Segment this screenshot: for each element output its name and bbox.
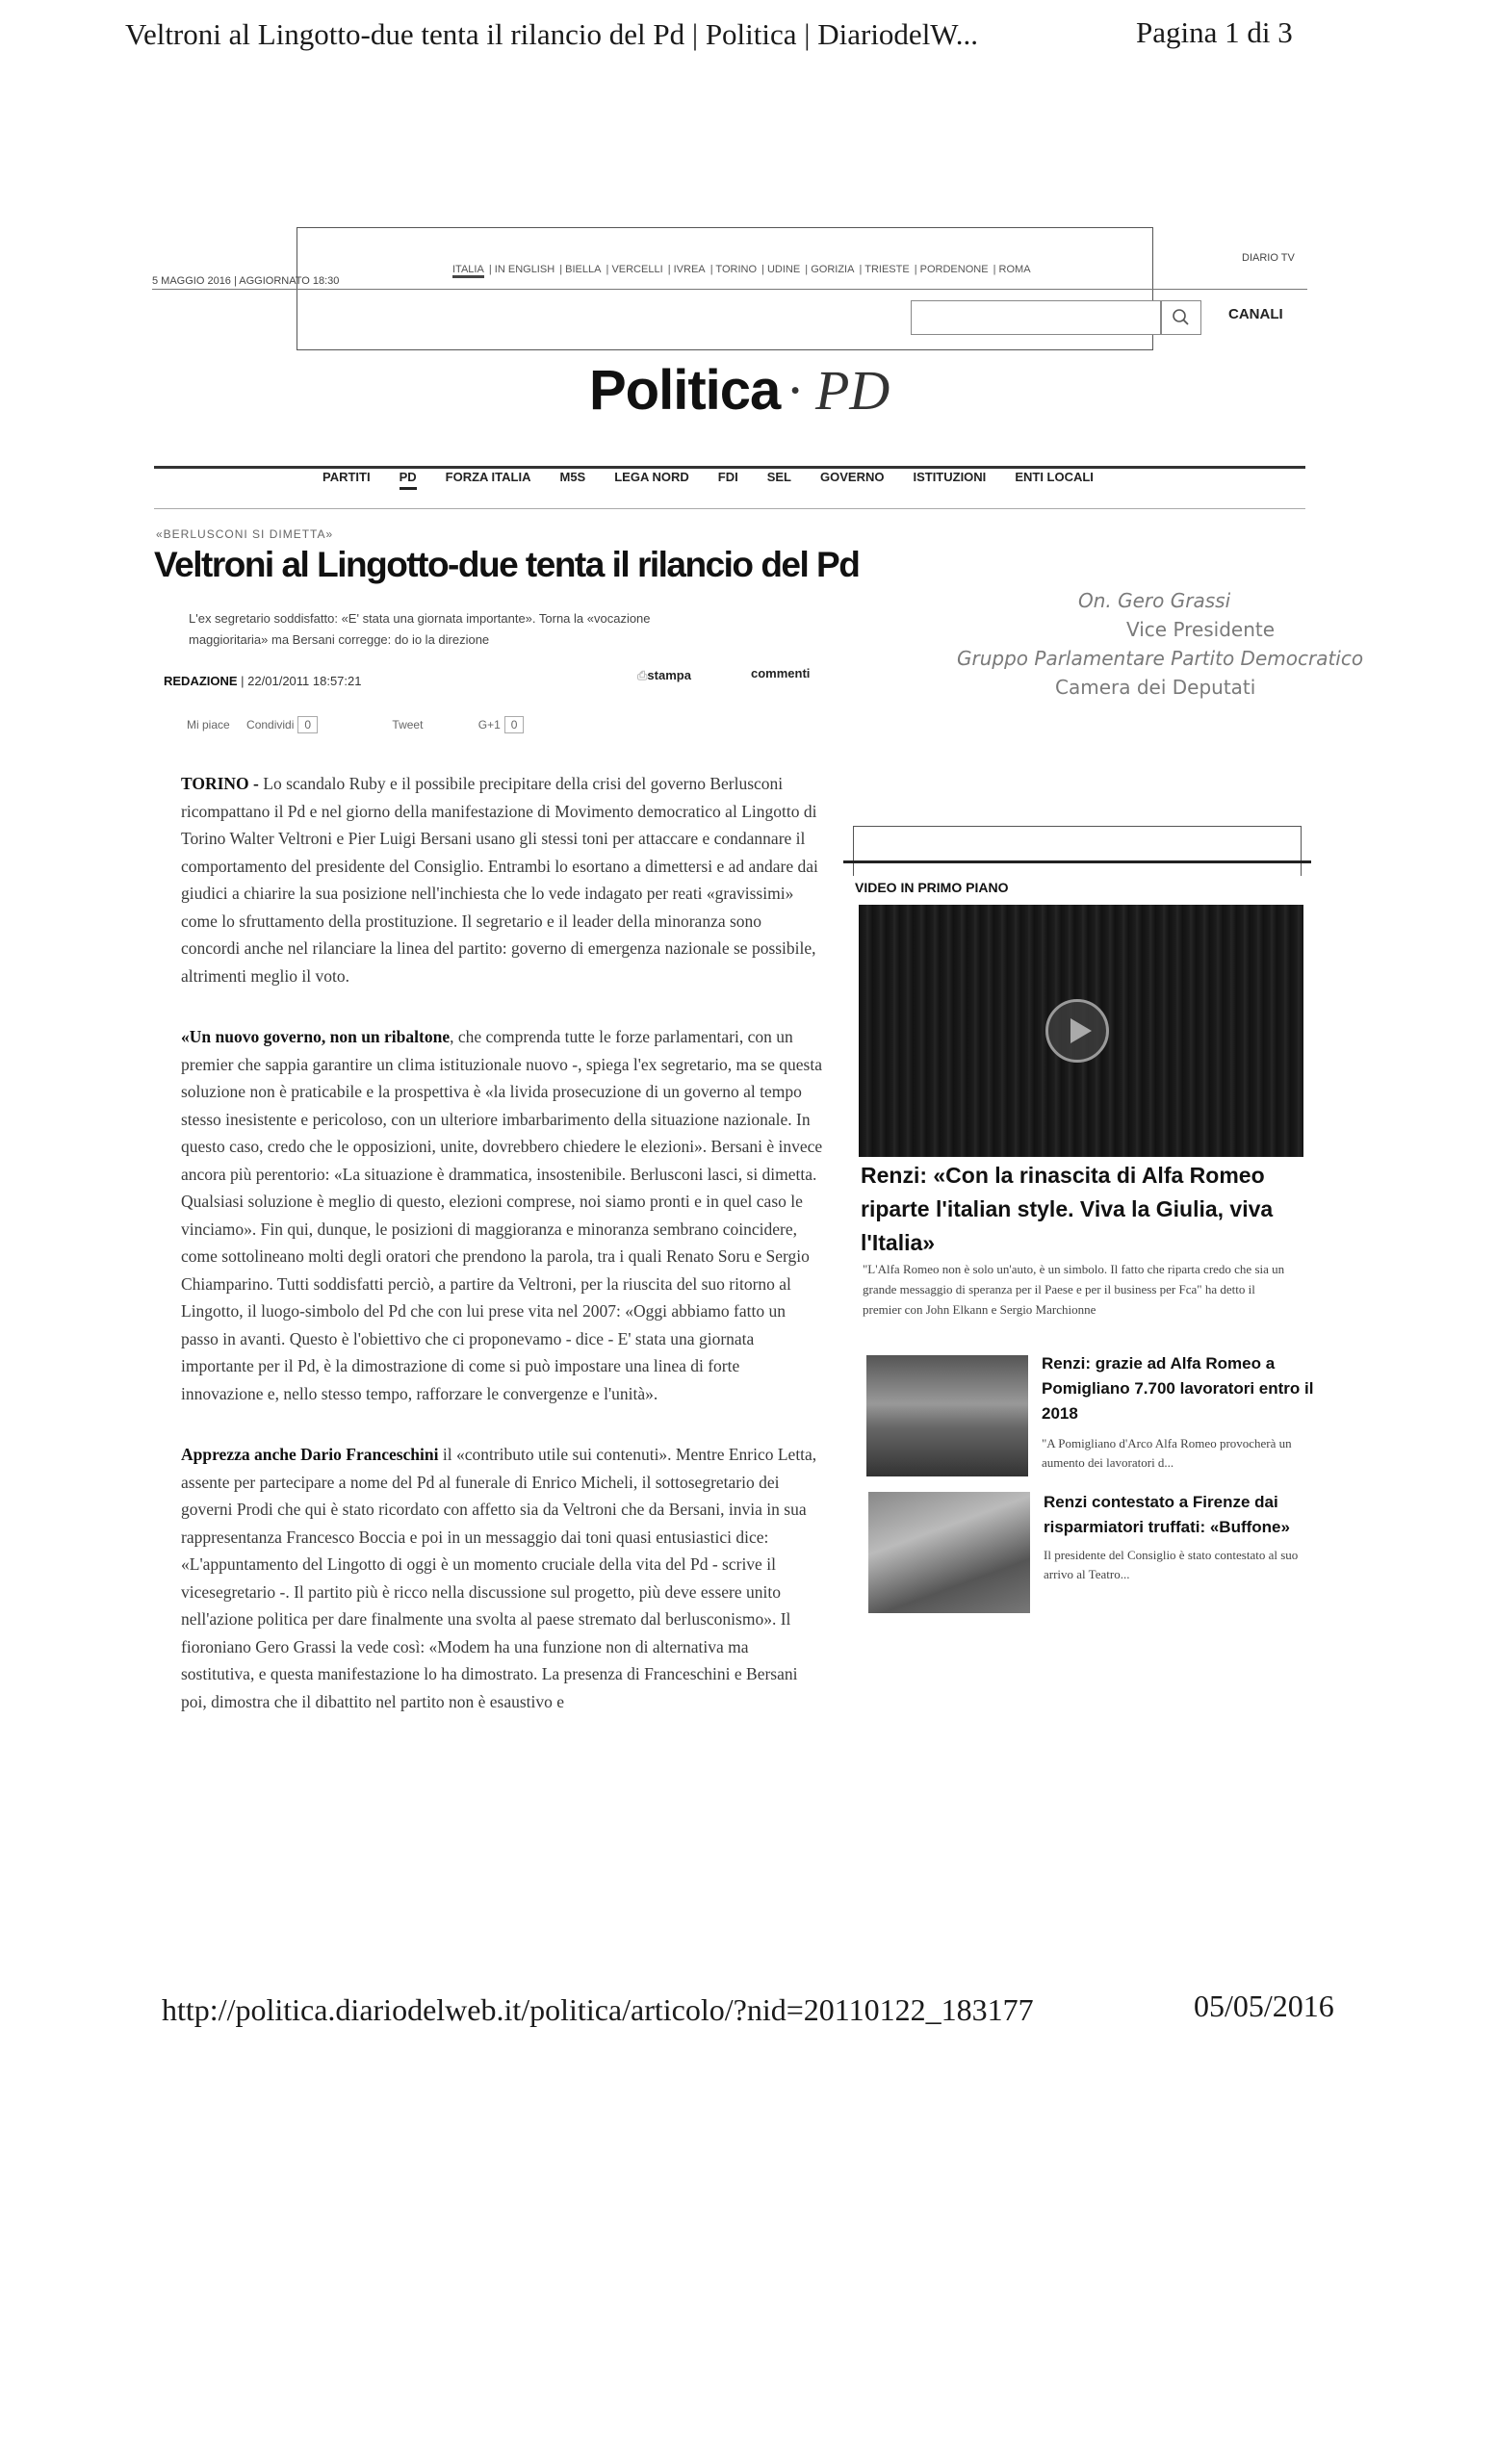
print-button[interactable]	[637, 668, 691, 683]
city-nav-item-vercelli[interactable]: VERCELLI	[611, 264, 663, 275]
related-text-1: "A Pomigliano d'Arco Alfa Romeo provocherà un aumento dei lavoratori d...	[1042, 1436, 1292, 1470]
nav-divider	[154, 508, 1305, 509]
stamp-role: Vice Presidente	[1126, 618, 1276, 641]
top-divider	[152, 289, 1307, 290]
paragraph-text: Lo scandalo Ruby e il possibile precipitare della crisi del governo Berlusconi ricompattano il Pd e nel giorno della manifestazione di Movimento democratico al Lingotto di Torino Walter Veltroni e Pier Luigi Bersani usano gli stessi toni per attaccare e condannare il comportamento del presidente del Consiglio. Entrambi lo esortano a dimettersi e ad andare dai giudici a chiarire la sua posizione nell'inchiesta che lo vede indagato per reati «gravissimi» come lo sfruttamento della prostituzione. Il segretario e il leader della minoranza sono concordi anche nel rilanciare la linea del partito: governo di emergenza nazionale se possibile, altrimenti meglio il voto.	[181, 774, 818, 986]
related-title-2[interactable]: Renzi contestato a Firenze dai risparmiatori truffati: «Buffone»	[1044, 1493, 1290, 1536]
nav-item-istituzioni[interactable]: ISTITUZIONI	[913, 470, 987, 484]
article-body	[181, 770, 824, 1749]
city-nav-item-udine[interactable]: UDINE	[766, 264, 801, 275]
date-updated: 5 MAGGIO 2016 | AGGIORNATO 18:30	[152, 275, 340, 287]
print-footer-date: 05/05/2016	[1194, 1989, 1334, 2023]
city-nav-item-roma[interactable]: ROMA	[998, 264, 1031, 275]
video-frame	[853, 826, 1302, 876]
canali-menu[interactable]: CANALI	[1228, 306, 1283, 322]
gplus-count: 0	[504, 716, 525, 733]
related-text-2: Il presidente del Consiglio è stato contestato al suo arrivo al Teatro...	[1044, 1548, 1299, 1581]
nav-item-pd[interactable]: PD	[400, 470, 417, 490]
nav-item-partiti[interactable]: PARTITI	[322, 470, 371, 484]
nav-item-lega-nord[interactable]: LEGA NORD	[614, 470, 689, 484]
comments-link[interactable]: commenti	[751, 666, 811, 680]
diario-tv-link[interactable]: DIARIO TV	[1242, 252, 1295, 264]
nav-item-m5s[interactable]: M5S	[559, 470, 586, 484]
video-divider	[843, 860, 1311, 863]
stamp-house: Camera dei Deputati	[1055, 676, 1256, 699]
stamp-group: Gruppo Parlamentare Partito Democratico	[957, 647, 1364, 670]
city-nav-item-italia[interactable]: ITALIA	[452, 264, 484, 278]
city-nav-item-pordenone[interactable]: PORDENONE	[919, 264, 989, 275]
city-nav-item-torino[interactable]: TORINO	[715, 264, 757, 275]
nav-item-forza-italia[interactable]: FORZA ITALIA	[445, 470, 531, 484]
video-title[interactable]: Renzi: «Con la rinascita di Alfa Romeo riparte l'italian style. Viva la Giulia, viva l'Italia»	[861, 1163, 1274, 1255]
stamp-name: On. Gero Grassi	[1078, 589, 1231, 612]
tweet-button[interactable]: Tweet	[392, 718, 424, 732]
search-input[interactable]	[911, 300, 1161, 335]
city-nav-item-ivrea[interactable]: IVREA	[673, 264, 706, 275]
print-header-title: Veltroni al Lingotto-due tenta il rilancio del Pd | Politica | DiariodelW...	[125, 17, 978, 51]
paragraph-lead: TORINO -	[181, 774, 264, 793]
article-author[interactable]: REDAZIONE	[164, 674, 238, 688]
city-nav-item-biella[interactable]: BIELLA	[565, 264, 602, 275]
video-description: "L'Alfa Romeo non è solo un'auto, è un simbolo. Il fatto che riparta credo che sia un grande messaggio di speranza per il Paese e per il business per Fca" ha detto il premier con John Elkann e Sergio Marchionne	[863, 1262, 1285, 1317]
nav-item-enti-locali[interactable]: ENTI LOCALI	[1015, 470, 1094, 484]
article-paragraph-1	[181, 770, 824, 989]
city-nav-item-english[interactable]: IN ENGLISH	[494, 264, 555, 275]
social-bar	[187, 716, 524, 733]
video-section-label: VIDEO IN PRIMO PIANO	[855, 880, 1009, 895]
paragraph-lead: «Un nuovo governo, non un ribaltone	[181, 1027, 451, 1046]
article-paragraph-3	[181, 1441, 824, 1715]
related-title-1[interactable]: Renzi: grazie ad Alfa Romeo a Pomigliano 7.700 lavoratori entro il 2018	[1042, 1354, 1314, 1423]
paragraph-text: , che comprenda tutte le forze parlamentari, con un premier che sappia garantire un clima istituzionale nuovo -, spiega l'ex segretario, ma se questa soluzione non è praticabile e la prospettiva è «la livida prosecuzione di un governo al tempo stesso inesistente e pericoloso, con un ulteriore imbarbarimento della situazione nazionale. In questo caso, credo che le opposizioni, unite, dovrebbero chiedere le elezioni». Bersani è invece ancora più perentorio: «La situazione è drammatica, insostenibile. Berlusconi lasci, si dimetta. Qualsiasi soluzione è meglio di questo, elezioni comprese, noi siamo pronti e in quel caso le vinciamo». Fin qui, dunque, le posizioni di maggioranza e minoranza sembrano coincidere, come sottolineano molti degli oratori che prendono la parola, tra i quali Renato Soru e Sergio Chiamparino. Tutti soddisfatti perciò, a partire da Veltroni, per la riuscita del suo ritorno al Lingotto, il luogo-simbolo del Pd che con lui prese vita nel 2007: «Oggi abbiamo fatto un passo in avanti. Questo è l'obiettivo che ci proponevamo - dice - E' stata una giornata importante per il Pd, è la dimostrazione di come si può impostare una linea di forte innovazione e, nello stesso tempo, rafforzare le convergenze e l'unità».	[181, 1027, 823, 1403]
play-icon[interactable]	[1045, 999, 1109, 1063]
paragraph-lead: Apprezza anche Dario Franceschini	[181, 1445, 439, 1464]
paragraph-text: il «contributo utile sui contenuti». Mentre Enrico Letta, assente per partecipare a nome del Pd al funerale di Enrico Micheli, il sottosegretario dei governi Prodi che qui è stato ricordato con affetto sia da Veltroni che da Bersani, invia in sua rappresentanza Francesco Boccia e poi in un messaggio dai toni quasi entusiastici dice: «L'appuntamento del Lingotto di oggi è un momento cruciale della vita del Pd - scrive il vicesegretario -. Il partito più è ricco nella discussione sul progetto, più deve essere unito nell'azione politica per dare finalmente una svolta al paese stremato dal berlusconismo». Il fioroniano Gero Grassi la vede così: «Modem ha una funzione non di alternativa ma sostitutiva, e questa manifestazione lo ha dimostrato. La presenza di Franceschini e Bersani poi, dimostra che il dibattito nel partito non è esaustivo e	[181, 1445, 817, 1711]
article-headline: Veltroni al Lingotto-due tenta il rilancio del Pd	[154, 545, 860, 584]
section-divider	[154, 466, 1305, 469]
print-label: stampa	[647, 668, 691, 682]
section-title: Politica	[589, 359, 781, 422]
article-kicker: «BERLUSCONI SI DIMETTA»	[156, 527, 334, 541]
print-footer-url: http://politica.diariodelweb.it/politica/articolo/?nid=20110122_183177	[162, 1992, 1034, 2027]
print-icon: ⎙	[637, 668, 648, 682]
city-nav: ITALIA | IN ENGLISH | BIELLA | VERCELLI | IVREA | TORINO | UDINE | GORIZIA | TRIESTE | PORDENONE | ROMA	[452, 264, 1033, 275]
nav-item-sel[interactable]: SEL	[766, 470, 791, 484]
related-thumbnail-2[interactable]	[868, 1492, 1030, 1613]
nav-item-fdi[interactable]: FDI	[717, 470, 738, 484]
article-paragraph-2	[181, 1023, 824, 1407]
gplus-button[interactable]: G+1	[477, 718, 501, 732]
section-nav	[322, 470, 1122, 490]
like-button[interactable]: Mi piace	[187, 718, 230, 732]
search-button[interactable]	[1161, 300, 1201, 335]
nav-item-governo[interactable]: GOVERNO	[820, 470, 885, 484]
related-thumbnail-1[interactable]	[866, 1355, 1028, 1476]
share-button[interactable]: Condividi	[246, 718, 295, 732]
city-nav-item-gorizia[interactable]: GORIZIA	[811, 264, 855, 275]
share-count: 0	[297, 716, 318, 733]
print-page-number: Pagina 1 di 3	[1136, 15, 1293, 49]
article-summary: L'ex segretario soddisfatto: «E' stata una giornata importante». Torna la «vocazione maggioritaria» ma Bersani corregge: do io la direzione	[189, 611, 651, 647]
article-datetime: 22/01/2011 18:57:21	[247, 674, 362, 688]
section-subtitle: · PD	[787, 359, 890, 422]
search-icon	[1162, 301, 1200, 334]
city-nav-item-trieste[interactable]: TRIESTE	[864, 264, 910, 275]
article-byline: REDAZIONE | 22/01/2011 18:57:21	[164, 674, 362, 688]
